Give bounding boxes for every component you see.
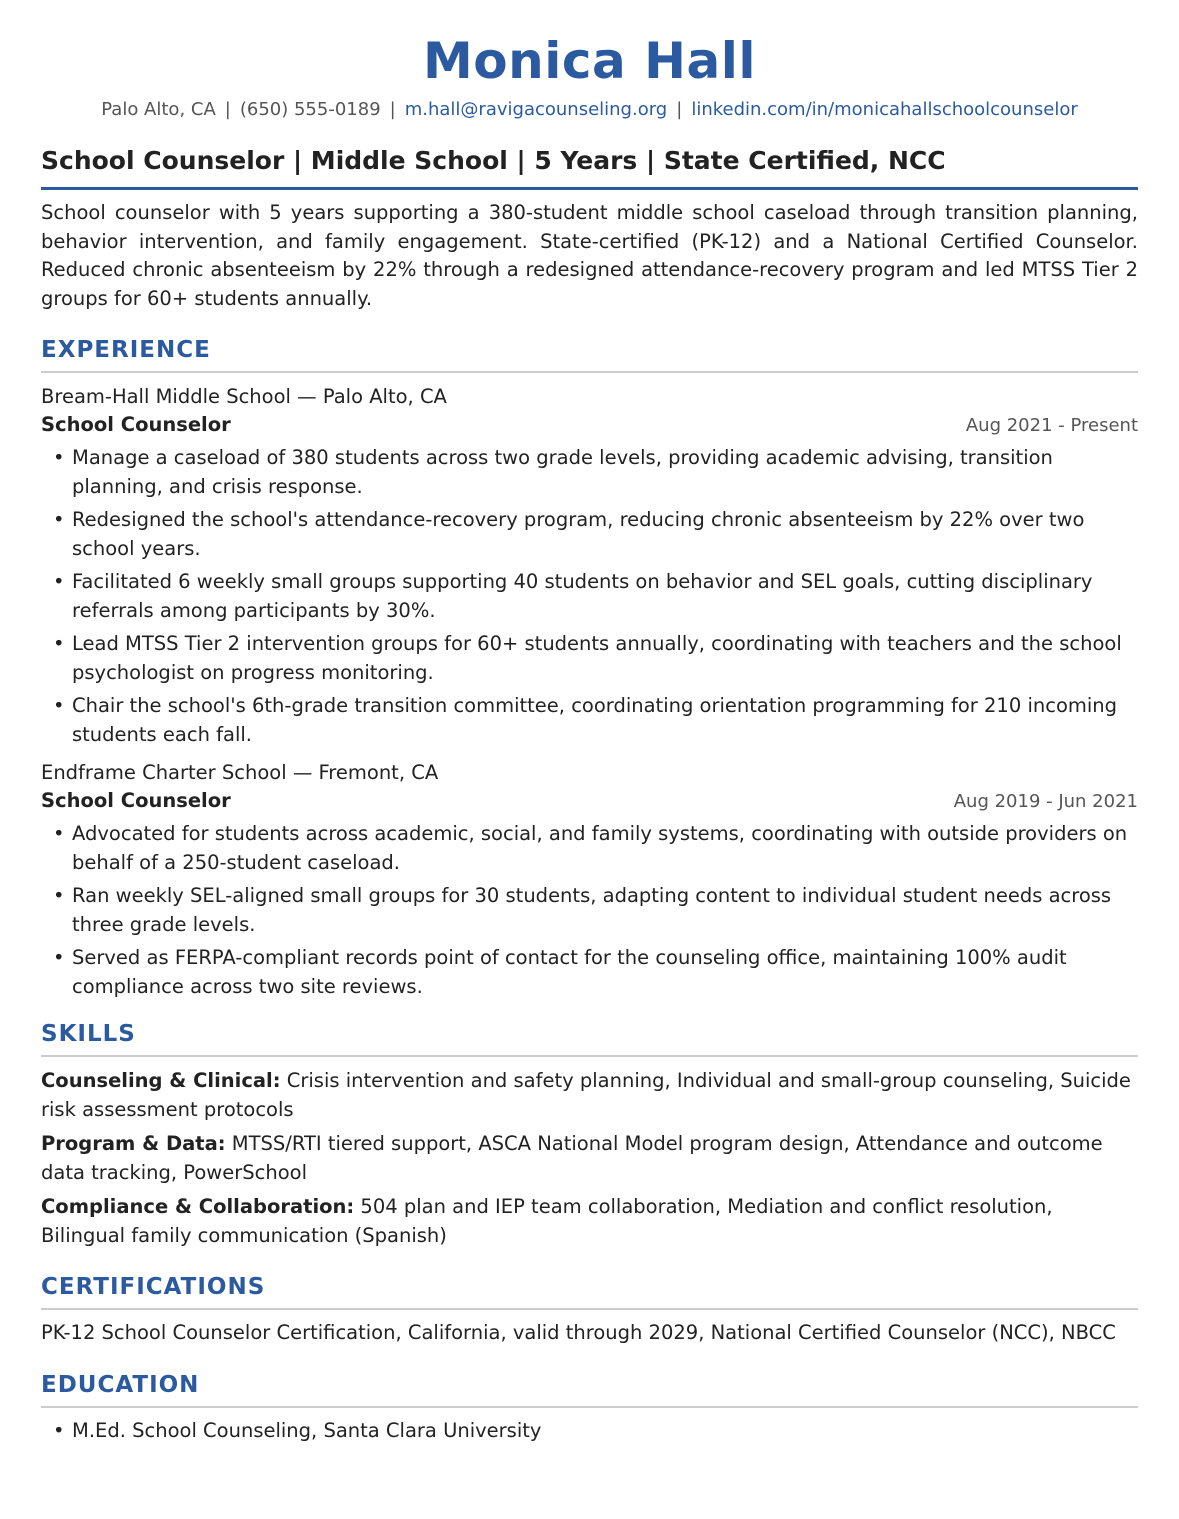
skill-group-label: Counseling & Clinical: (41, 1069, 281, 1092)
skill-group-text: Crisis intervention and safety planning, Individual and small-group counseling, Suicide risk assessment protocols (41, 1069, 1131, 1121)
skill-group-text: 504 plan and IEP team collaboration, Mediation and conflict resolution, Bilingual family communication (Spanish) (41, 1195, 1053, 1247)
email-link[interactable]: m.hall@ravigacounseling.org (404, 99, 668, 120)
education-section (41, 1370, 1138, 1446)
certifications-section (41, 1272, 1138, 1348)
job-title: School Counselor (41, 413, 231, 436)
job-dates: Aug 2019 - Jun 2021 (953, 791, 1138, 812)
job-bullets (41, 820, 1138, 1001)
experience-section (41, 335, 1138, 1001)
skill-group-text: MTSS/RTI tiered support, ASCA National Model program design, Attendance and outcome data tracking, PowerSchool (41, 1132, 1103, 1184)
location: Palo Alto, CA (101, 99, 216, 120)
contact-separator: | (389, 99, 396, 120)
skills-list (41, 1067, 1138, 1250)
job-header-row (41, 787, 1138, 816)
list-item: • Lead MTSS Tier 2 intervention groups for 60+ students annually, coordinating with teachers and the school psychologist on progress monitoring. (41, 630, 1138, 687)
list-item: • M.Ed. School Counseling, Santa Clara University (41, 1417, 1138, 1446)
section-title-experience: EXPERIENCE (41, 335, 1138, 373)
list-item: • Redesigned the school's attendance-recovery program, reducing chronic absenteeism by 22% over two school years. (41, 506, 1138, 563)
job-entry (41, 383, 1138, 749)
list-item: • Served as FERPA-compliant records point of contact for the counseling office, maintaining 100% audit compliance across two site reviews. (41, 944, 1138, 1001)
section-title-skills: SKILLS (41, 1019, 1138, 1057)
job-bullets (41, 444, 1138, 749)
education-list (41, 1417, 1138, 1446)
list-item: • Chair the school's 6th-grade transition committee, coordinating orientation programming for 210 incoming students each fall. (41, 692, 1138, 749)
contact-separator: | (676, 99, 683, 120)
list-item: • Manage a caseload of 380 students across two grade levels, providing academic advising, transition planning, and crisis response. (41, 444, 1138, 501)
job-organization: Bream-Hall Middle School — Palo Alto, CA (41, 385, 447, 408)
job-organization: Endframe Charter School — Fremont, CA (41, 761, 439, 784)
candidate-name: Monica Hall (423, 32, 756, 90)
job-dates: Aug 2021 - Present (965, 415, 1138, 436)
job-entry (41, 759, 1138, 1001)
skills-section (41, 1019, 1138, 1250)
job-title: School Counselor (41, 789, 231, 812)
headline: School Counselor | Middle School | 5 Years | State Certified, NCC (41, 144, 1138, 190)
certifications-text: PK-12 School Counselor Certification, California, valid through 2029, National Certified Counselor (NCC), NBCC (41, 1321, 1116, 1344)
skill-group (41, 1067, 1138, 1124)
contact-separator: | (224, 99, 231, 120)
list-item: • Facilitated 6 weekly small groups supporting 40 students on behavior and SEL goals, cutting disciplinary referrals among participants by 30%. (41, 568, 1138, 625)
phone: (650) 555-0189 (239, 99, 381, 120)
contact-line (41, 98, 1138, 122)
linkedin-link[interactable]: linkedin.com/in/monicahallschoolcounselor (691, 99, 1078, 120)
section-title-education: EDUCATION (41, 1370, 1138, 1408)
list-item: • Advocated for students across academic, social, and family systems, coordinating with outside providers on behalf of a 250-student caseload. (41, 820, 1138, 877)
summary: School counselor with 5 years supporting a 380-student middle school caseload through transition planning, behavior intervention, and family engagement. State-certified (PK-12) and a National Certified Counselor. Reduced chronic absenteeism by 22% through a redesigned attendance-recovery program and led MTSS Tier 2 groups for 60+ students annually. (41, 201, 1138, 310)
section-title-certifications: CERTIFICATIONS (41, 1272, 1138, 1310)
skill-group (41, 1193, 1138, 1250)
skill-group (41, 1130, 1138, 1187)
list-item: • Ran weekly SEL-aligned small groups for 30 students, adapting content to individual student needs across three grade levels. (41, 882, 1138, 939)
skill-group-label: Compliance & Collaboration: (41, 1195, 355, 1218)
skill-group-label: Program & Data: (41, 1132, 226, 1155)
resume-page (41, 30, 1138, 1450)
job-header-row (41, 411, 1138, 440)
